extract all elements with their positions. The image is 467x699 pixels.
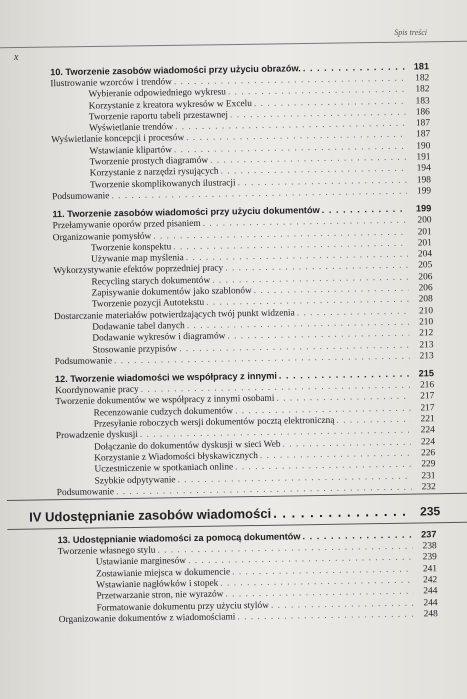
entry-title: Zostawianie miejsca w dokumencie xyxy=(95,567,231,580)
entry-title: Wstawianie nagłówków i stopek xyxy=(96,578,219,591)
entry-title: Uczestniczenie w spotkaniach online xyxy=(94,462,234,475)
entry-title: Ilustrowanie wzorców i trendów xyxy=(50,77,172,90)
page-number: x xyxy=(14,52,19,63)
entry-page-number: 237 xyxy=(421,529,437,540)
entry-title: Korzystanie z kreatora wykresów w Excelu xyxy=(88,98,252,112)
entry-page-number: 224 xyxy=(420,425,435,436)
entry-title: Korzystanie z narzędzi rysujących xyxy=(89,166,219,179)
entry-title: Tworzenie konspektu xyxy=(90,242,172,254)
entry-page-number: 229 xyxy=(421,459,436,470)
entry-page-number: 183 xyxy=(415,95,430,107)
entry-title: Tworzenie skomplikowanych ilustracji xyxy=(89,177,236,191)
entry-page-number: 186 xyxy=(415,107,430,118)
entry-page-number: 239 xyxy=(422,552,437,563)
entry-page-number: 226 xyxy=(421,448,436,459)
running-header: Spis treści xyxy=(394,28,427,37)
entry-title: Używanie map myślenia xyxy=(91,253,184,265)
dot-leader xyxy=(322,202,408,217)
entry-title: Tworzenie raportu tabeli przestawnej xyxy=(88,110,229,123)
entry-title: Podsumowanie xyxy=(52,191,110,203)
entry-page-number: 244 xyxy=(423,597,438,608)
entry-page-number: 224 xyxy=(420,436,436,448)
entry-page-number: 191 xyxy=(416,152,431,163)
entry-title: Stosowanie przypisów xyxy=(92,343,178,356)
entry-title: Korzystanie z Wiadomości błyskawicznych xyxy=(94,450,259,464)
entry-title: 11. Tworzenie zasobów wiadomości przy użyciu dokumentów xyxy=(52,205,320,220)
entry-title: Prowadzenie dyskusji xyxy=(55,430,138,442)
entry-page-number: 187 xyxy=(415,118,431,129)
entry-page-number: 182 xyxy=(415,84,430,95)
part-heading xyxy=(7,500,467,529)
entry-title: Podsumowanie xyxy=(56,487,115,498)
entry-title: Dostarczanie materiałów potwierdzających twój punkt widzenia xyxy=(53,308,295,322)
entry-page-number: 215 xyxy=(418,368,435,379)
entry-page-number: 232 xyxy=(421,482,436,493)
entry-title: Organizowanie dokumentów z wiadomościami xyxy=(58,612,236,626)
entry-title: Koordynowanie pracy xyxy=(55,384,139,397)
entry-title: Formatowanie dokumentu przy użyciu stylów xyxy=(96,600,270,614)
entry-title: Wyświetlanie trendów xyxy=(88,122,174,134)
entry-title: Wybieranie odpowiedniego wykresu xyxy=(88,87,227,100)
dot-leader xyxy=(273,501,408,525)
entry-title: Organizowanie pomysłów xyxy=(52,231,152,243)
entry-title: Recycling starych dokumentów xyxy=(91,275,211,288)
entry-page-number: 201 xyxy=(417,238,432,249)
entry-title: Tworzenie pozycji Autotekstu xyxy=(91,298,205,310)
entry-page-number: 205 xyxy=(418,260,433,271)
entry-page-number: 216 xyxy=(419,380,435,391)
entry-page-number: 242 xyxy=(423,575,438,586)
entry-title: Wykorzystywanie efektów poprzedniej pracy xyxy=(53,263,224,277)
entry-page-number: 206 xyxy=(418,271,433,283)
header-rule xyxy=(0,41,467,49)
entry-title: Wstawianie klipartów xyxy=(89,145,173,157)
entry-title: Tworzenie własnego stylu xyxy=(57,545,156,558)
entry-page-number: 244 xyxy=(423,586,438,597)
entry-title: Przełamywanie oporów przed pisaniem xyxy=(52,219,201,232)
entry-page-number: 187 xyxy=(416,129,431,140)
entry-page-number: 182 xyxy=(415,73,430,84)
entry-page-number: 248 xyxy=(423,609,438,620)
entry-title: Dodawanie wykresów i diagramów xyxy=(92,331,226,344)
entry-title: Dodawanie tabel danych xyxy=(92,321,185,333)
entry-title: Recenzowanie cudzych dokumentów xyxy=(93,406,234,419)
entry-page-number: 198 xyxy=(416,174,431,186)
entry-page-number: 206 xyxy=(418,283,433,294)
dot-leader xyxy=(237,609,414,623)
entry-title: 10. Tworzenie zasobów wiadomości przy użyciu obrazów. xyxy=(50,63,301,78)
entry-page-number: 199 xyxy=(416,186,432,197)
entry-page-number: 208 xyxy=(418,294,433,305)
entry-page-number: 231 xyxy=(421,470,436,481)
entry-page-number: 212 xyxy=(419,328,434,339)
entry-title: Przetwarzanie stron, nie wyrazów xyxy=(96,589,224,602)
entry-page-number: 235 xyxy=(419,504,441,519)
entry-title: Tworzenie dokumentów we współpracy z innymi osobami xyxy=(55,394,275,408)
entry-page-number: 201 xyxy=(417,226,432,238)
entry-title: Wyświetlanie koncepcji i procesów xyxy=(51,133,185,146)
entry-title: Ustawianie marginesów xyxy=(95,556,187,568)
entry-title: Podsumowanie xyxy=(54,356,113,368)
entry-page-number: 200 xyxy=(417,215,432,226)
entry-page-number: 210 xyxy=(419,317,434,328)
entry-title: IV Udostępnianie zasobów wiadomości xyxy=(29,505,272,525)
table-of-contents xyxy=(0,55,467,627)
entry-page-number: 204 xyxy=(417,249,433,260)
entry-page-number: 217 xyxy=(420,391,435,402)
entry-page-number: 199 xyxy=(415,203,432,214)
entry-page-number: 210 xyxy=(418,305,434,317)
entry-page-number: 221 xyxy=(420,414,435,425)
entry-page-number: 190 xyxy=(416,141,431,152)
entry-title: Przesyłanie roboczych wersji dokumentów pocztą elektroniczną xyxy=(93,415,335,430)
entry-title: Dołączanie do dokumentów dyskusji w sieci Web xyxy=(93,439,281,453)
entry-title: Zapisywanie dokumentów jako szablonów xyxy=(91,286,252,299)
entry-title: Szybkie odpytywanie xyxy=(94,474,176,487)
entry-page-number: 217 xyxy=(420,402,435,414)
entry-page-number: 213 xyxy=(419,351,434,362)
entry-page-number: 213 xyxy=(419,339,434,350)
entry-title: 12. Tworzenie wiadomości we współpracy z innymi xyxy=(54,370,277,385)
entry-title: 13. Udostępnianie wiadomości za pomocą dokumentów xyxy=(57,531,301,546)
entry-page-number: 241 xyxy=(422,563,438,575)
entry-page-number: 238 xyxy=(422,541,437,552)
entry-page-number: 194 xyxy=(416,163,431,174)
entry-title: Tworzenie prostych diagramów xyxy=(89,155,209,168)
entry-page-number: 181 xyxy=(413,61,430,72)
